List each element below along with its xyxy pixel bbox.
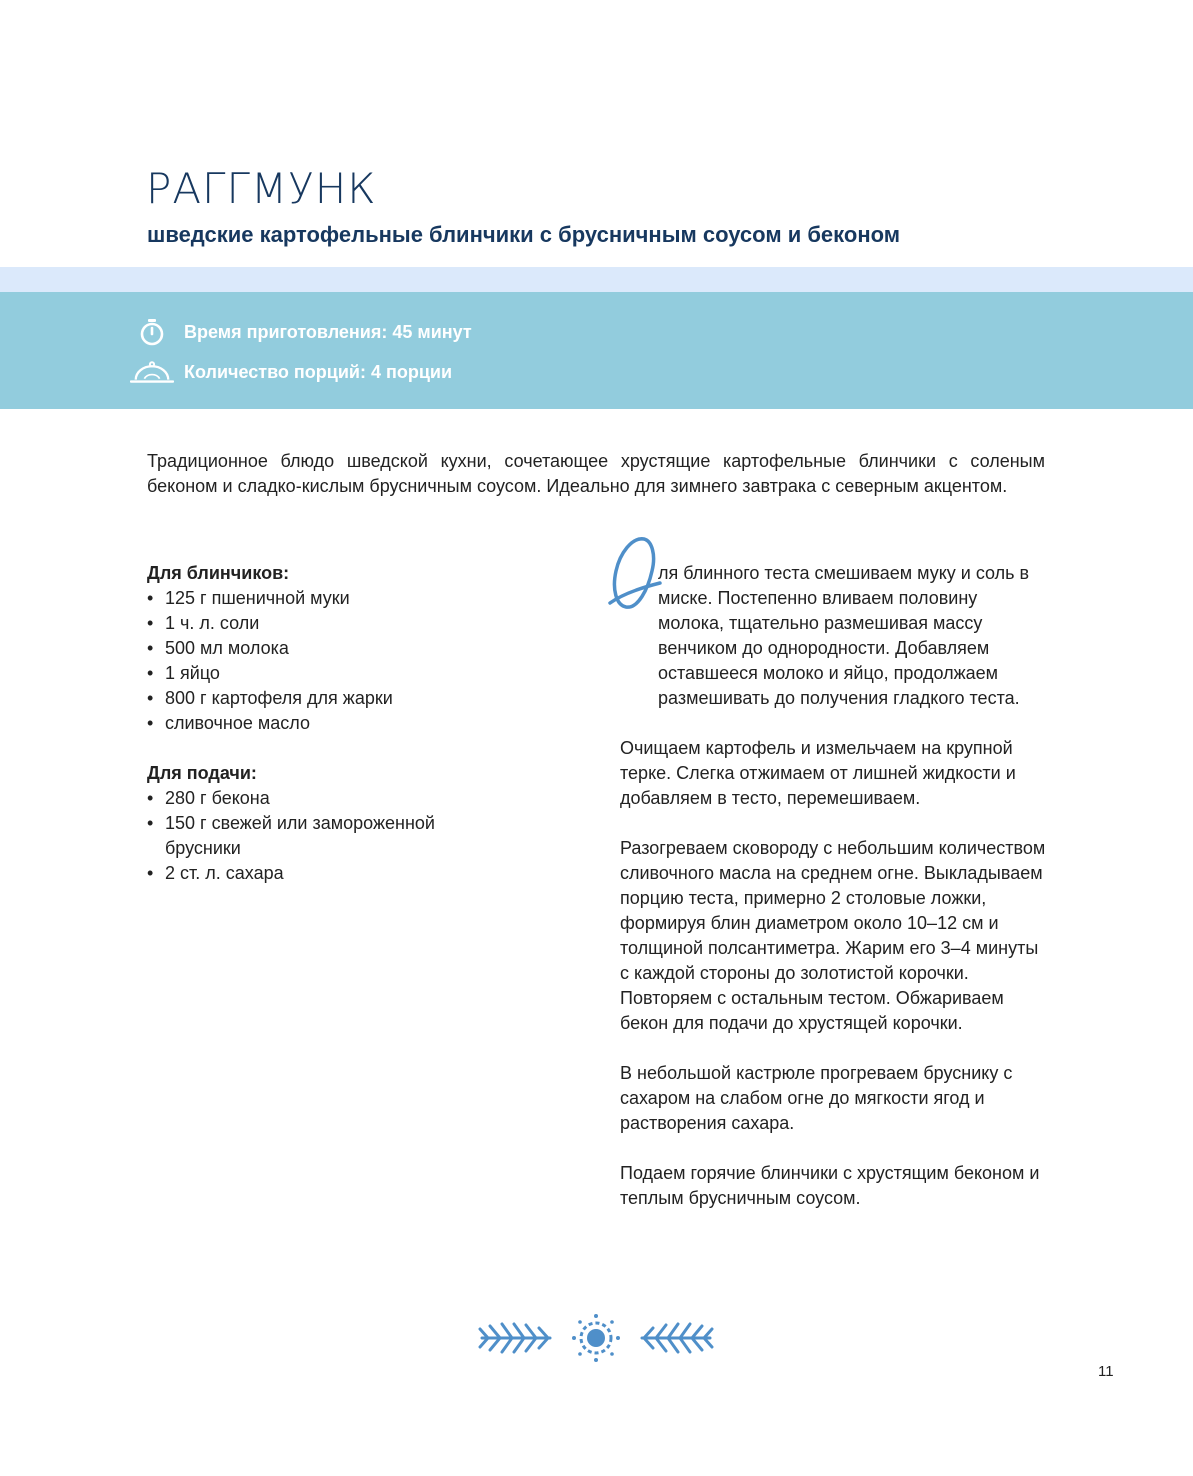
step-paragraph: Подаем горячие блинчики с хрустящим беконом и теплым брусничным соусом. <box>620 1163 1040 1208</box>
drop-cap-text: Д <box>604 533 605 534</box>
recipe-intro: Традиционное блюдо шведской кухни, сочетающее хрустящие картофельные блинчики с соленым беконом и сладко-кислым брусничным соусом. Идеально для зимнего завтрака с северным акцентом. <box>147 451 1045 496</box>
preparation-steps <box>620 561 1048 1236</box>
ingredients-group-title: Для подачи: <box>147 763 257 783</box>
sun-icon <box>572 1314 620 1362</box>
servings <box>130 358 452 386</box>
folk-ornament <box>478 1313 714 1363</box>
ingredient-item: • 150 г свежей или замороженной брусники <box>147 811 507 861</box>
step-paragraph: Разогреваем сковороду с небольшим количеством сливочного масла на среднем огне. Выкладываем порцию теста, примерно 2 столовые ложки, формируя блин диаметром около 10–12 см и толщиной полсантиметра. Жарим его 3–4 минуты с каждой стороны до золотистой корочки. Повторяем с остальным тестом. Обжариваем бекон для подачи до хрустящей корочки. <box>620 838 1046 1033</box>
ingredient-item: • 2 ст. л. сахара <box>147 861 507 886</box>
cooking-time <box>130 318 472 346</box>
cooking-time-label: Время приготовления: 45 минут <box>184 321 472 342</box>
ingredients-list <box>147 786 507 886</box>
fir-branch-left-icon <box>480 1324 550 1352</box>
ingredient-item: • 500 мл молока <box>147 636 507 661</box>
ingredient-item: • 280 г бекона <box>147 786 507 811</box>
info-band <box>0 292 1193 409</box>
recipe-title: РАГГМУНК <box>146 164 377 213</box>
ingredient-item: • 800 г картофеля для жарки <box>147 686 507 711</box>
serving-cloche-icon <box>130 358 174 386</box>
step-paragraph: Очищаем картофель и измельчаем на крупной терке. Слегка отжимаем от лишней жидкости и добавляем в тесто, перемешиваем. <box>620 738 1016 808</box>
step-text: ля блинного теста смешиваем муку и соль в миске. Постепенно вливаем половину молока, тщательно размешивая массу венчиком до однородности. Добавляем оставшееся молоко и яйцо, продолжаем размешивать до получения гладкого теста. <box>658 563 1030 708</box>
ingredients-list <box>147 586 507 736</box>
recipe-subtitle: шведские картофельные блинчики с брусничным соусом и беконом <box>147 222 901 247</box>
stopwatch-icon <box>130 318 174 346</box>
ingredients-group-title: Для блинчиков: <box>147 563 290 583</box>
ingredients-section <box>147 561 507 911</box>
ingredient-item: • 1 ч. л. соли <box>147 611 507 636</box>
step-paragraph <box>620 561 1048 711</box>
ingredient-item: • 1 яйцо <box>147 661 507 686</box>
fir-branch-right-icon <box>642 1324 712 1352</box>
servings-label: Количество порций: 4 порции <box>184 361 453 382</box>
page-number: 11 <box>1098 1363 1114 1380</box>
ingredient-item: • сливочное масло <box>147 711 507 736</box>
header-band-light <box>0 267 1193 292</box>
step-paragraph: В небольшой кастрюле прогреваем бруснику с сахаром на слабом огне до мягкости ягод и растворения сахара. <box>620 1063 1013 1133</box>
ingredient-item: • 125 г пшеничной муки <box>147 586 507 611</box>
